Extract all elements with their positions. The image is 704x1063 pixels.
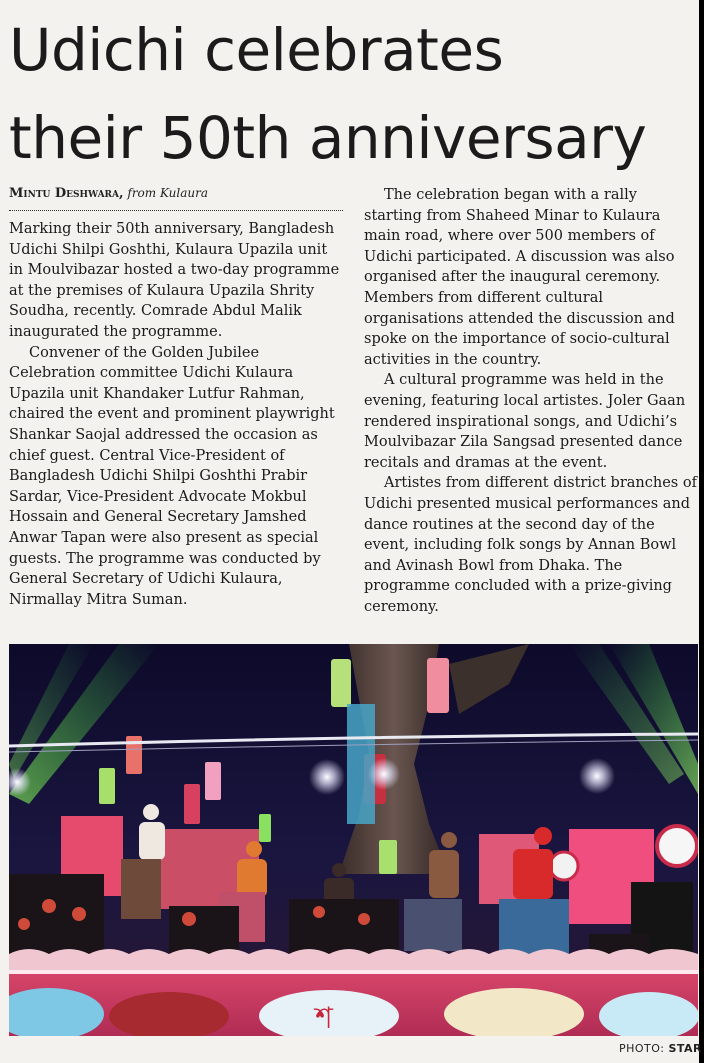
paragraph: Convener of the Golden Jubilee Celebration committee Udichi Kulaura Upazila unit Khandaker Lutfur Rahman, chaired the event and prominent playwright Shankar Saojal addressed the occasion as chief guest. Central Vice-President of Bangladesh Udichi Shilpi Goshthi Prabir Sardar, Vice-President Advocate Mokbul Hossain and General Secretary Jamshed Anwar Tapan were also present as special guests. The programme was conducted by General Secretary of Udichi Kulaura, Nirmallay Mitra Suman.	[9, 344, 335, 608]
stage-performance-photo	[9, 644, 698, 1036]
paragraph: A cultural programme was held in the evening, featuring local artistes. Joler Gaan rendered inspirational songs, and Udichi’s Moulvibazar Zila Sangsad presented dance recitals and dramas at the event.	[364, 372, 686, 471]
byline-author: Mintu Deshwara,	[9, 186, 124, 201]
paragraph: Marking their 50th anniversary, Bangladesh Udichi Shilpi Goshthi, Kulaura Upazila unit in Moulvibazar hosted a two-day programme at the premises of Kulaura Upazila Shrity Soudha, recently. Comrade Abdul Malik inaugurated the programme.	[9, 221, 340, 340]
headline-line-1: Udichi celebrates	[9, 16, 504, 84]
headline	[9, 6, 699, 182]
headline-line-2: their 50th anniversary	[9, 104, 647, 172]
paragraph: Artistes from different district branches of Udichi presented musical performances and dance routines at the second day of the event, including folk songs by Annan Bowl and Avinash Bowl from Dhaka. The programme concluded with a prize-giving ceremony.	[364, 475, 697, 615]
byline-location: from Kulaura	[127, 186, 209, 200]
article-column-1	[9, 219, 345, 610]
photo-credit-source: STAR	[668, 1042, 702, 1055]
paragraph: The celebration began with a rally starting from Shaheed Minar to Kulaura main road, where over 500 members of Udichi participated. A discussion was also organised after the inaugural ceremony. Members from different cultural organisations attended the discussion and spoke on the importance of socio-cultural activities in the country.	[364, 187, 675, 368]
byline	[9, 186, 343, 211]
article-column-2	[364, 185, 699, 617]
svg-text:শ: শ	[315, 1001, 333, 1036]
photo-credit	[619, 1042, 702, 1055]
photo-credit-prefix: PHOTO:	[618, 1042, 665, 1055]
